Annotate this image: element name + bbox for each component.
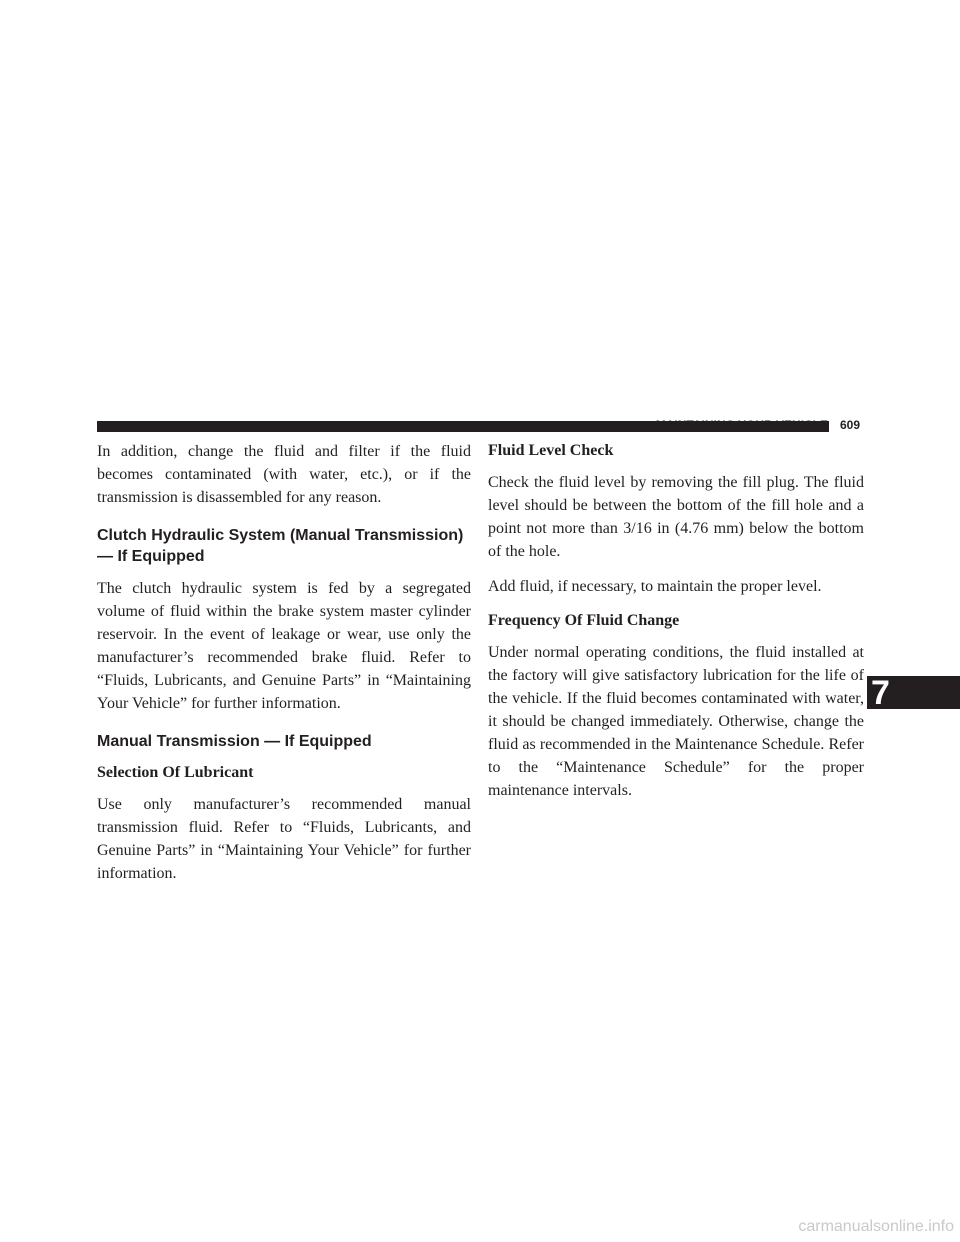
- manual-transmission-heading: Manual Transmission — If Equipped: [97, 733, 372, 750]
- right-column: [488, 440, 864, 814]
- selection-of-lubricant-heading: Selection Of Lubricant: [97, 764, 254, 781]
- clutch-heading-line-1: Clutch Hydraulic System (Manual Transmission): [97, 527, 464, 544]
- frequency-of-fluid-change-heading: Frequency Of Fluid Change: [488, 612, 680, 629]
- lubricant-paragraph: Use only manufacturer’s recommended manual transmission fluid. Refer to “Fluids, Lubricants, and Genuine Parts” in “Maintaining Your Vehicle” for further information.: [97, 796, 471, 882]
- clutch-heading-line-2: — If Equipped: [97, 548, 205, 565]
- left-column: [97, 440, 471, 897]
- watermark: carmanualsonline.info: [798, 1218, 954, 1235]
- frequency-paragraph: Under normal operating conditions, the fluid installed at the factory will give satisfactory lubrication for the life of the vehicle. If the fluid becomes contaminated with water, it should be changed immediately. Otherwise, change the fluid as recommended in the Maintenance Schedule. Refer to the “Maintenance Schedule” for the proper maintenance intervals.: [488, 644, 864, 799]
- fluid-level-check-heading: Fluid Level Check: [488, 442, 614, 459]
- running-header-title: MAINTAINING YOUR VEHICLE: [655, 418, 828, 432]
- intro-paragraph: In addition, change the fluid and filter if the fluid becomes contaminated (with water, etc.), or if the transmission is disassembled for any reason.: [97, 443, 471, 506]
- clutch-hydraulic-heading: [97, 525, 471, 567]
- clutch-paragraph: The clutch hydraulic system is fed by a segregated volume of fluid within the brake system master cylinder reservoir. In the event of leakage or wear, use only the manufacturer’s recommended brake fluid. Refer to “Fluids, Lubricants, and Genuine Parts” in “Maintaining Your Vehicle” for further information.: [97, 580, 471, 712]
- chapter-number: 7: [871, 674, 890, 712]
- fluid-level-paragraph: Check the fluid level by removing the fill plug. The fluid level should be between the bottom of the fill hole and a point not more than 3/16 in (4.76 mm) below the bottom of the hole.: [488, 474, 864, 560]
- add-fluid-paragraph: Add fluid, if necessary, to maintain the proper level.: [488, 578, 822, 595]
- page-number: 609: [840, 418, 861, 432]
